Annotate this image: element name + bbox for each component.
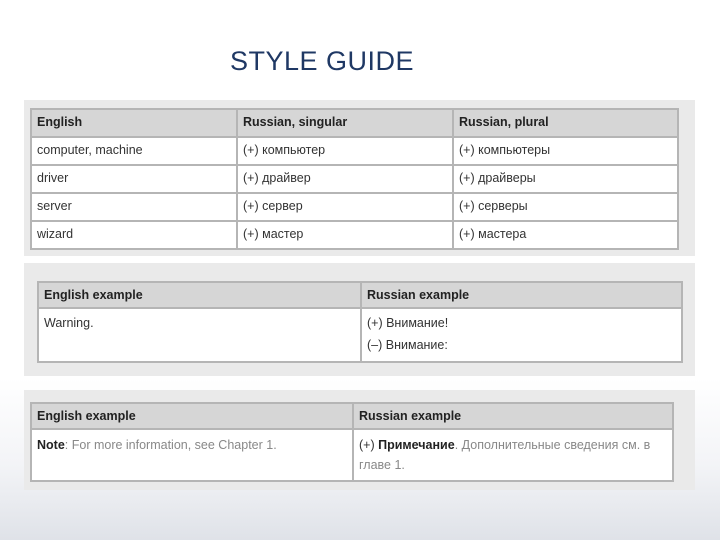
russian-wrong-example: (–) Внимание: <box>367 338 448 352</box>
note-text: : For more information, see Chapter 1. <box>64 438 277 452</box>
table-header-row <box>38 282 682 308</box>
table-cell: server <box>31 193 237 221</box>
russian-note-text: . Дополнительные сведения см. в главе 1. <box>359 438 651 472</box>
table-cell: computer, machine <box>31 137 237 165</box>
table-cell <box>38 308 361 362</box>
table-cell <box>361 308 682 362</box>
column-header: Russian example <box>361 282 682 308</box>
warning-example-table <box>37 281 683 363</box>
note-label: Note <box>37 438 65 452</box>
english-example-text: Warning. <box>44 316 94 330</box>
russian-note-label: Примечание <box>378 438 455 452</box>
terminology-table <box>30 108 679 250</box>
russian-correct-example: (+) Внимание! <box>367 316 449 330</box>
table-header-row <box>31 403 673 429</box>
table-cell: (+) серверы <box>453 193 678 221</box>
column-header: Russian, plural <box>453 109 678 137</box>
column-header: Russian example <box>353 403 673 429</box>
table-cell: (+) компьютер <box>237 137 453 165</box>
table-cell: (+) драйверы <box>453 165 678 193</box>
table-cell: driver <box>31 165 237 193</box>
table-row <box>31 429 673 481</box>
column-header: English example <box>31 403 353 429</box>
table-header-row <box>31 109 678 137</box>
table-row <box>38 308 682 362</box>
table-row <box>31 137 678 165</box>
column-header: English <box>31 109 237 137</box>
table-cell: (+) мастера <box>453 221 678 249</box>
table-cell <box>353 429 673 481</box>
column-header: English example <box>38 282 361 308</box>
table-row <box>31 193 678 221</box>
table-cell: (+) мастер <box>237 221 453 249</box>
table-row <box>31 221 678 249</box>
table-cell <box>31 429 353 481</box>
page-title: STYLE GUIDE <box>230 46 415 76</box>
table-row <box>31 165 678 193</box>
table-cell: (+) компьютеры <box>453 137 678 165</box>
russian-prefix: (+) <box>359 438 379 452</box>
table-cell: (+) драйвер <box>237 165 453 193</box>
column-header: Russian, singular <box>237 109 453 137</box>
table-cell: (+) сервер <box>237 193 453 221</box>
table-cell: wizard <box>31 221 237 249</box>
note-example-table <box>30 402 674 482</box>
